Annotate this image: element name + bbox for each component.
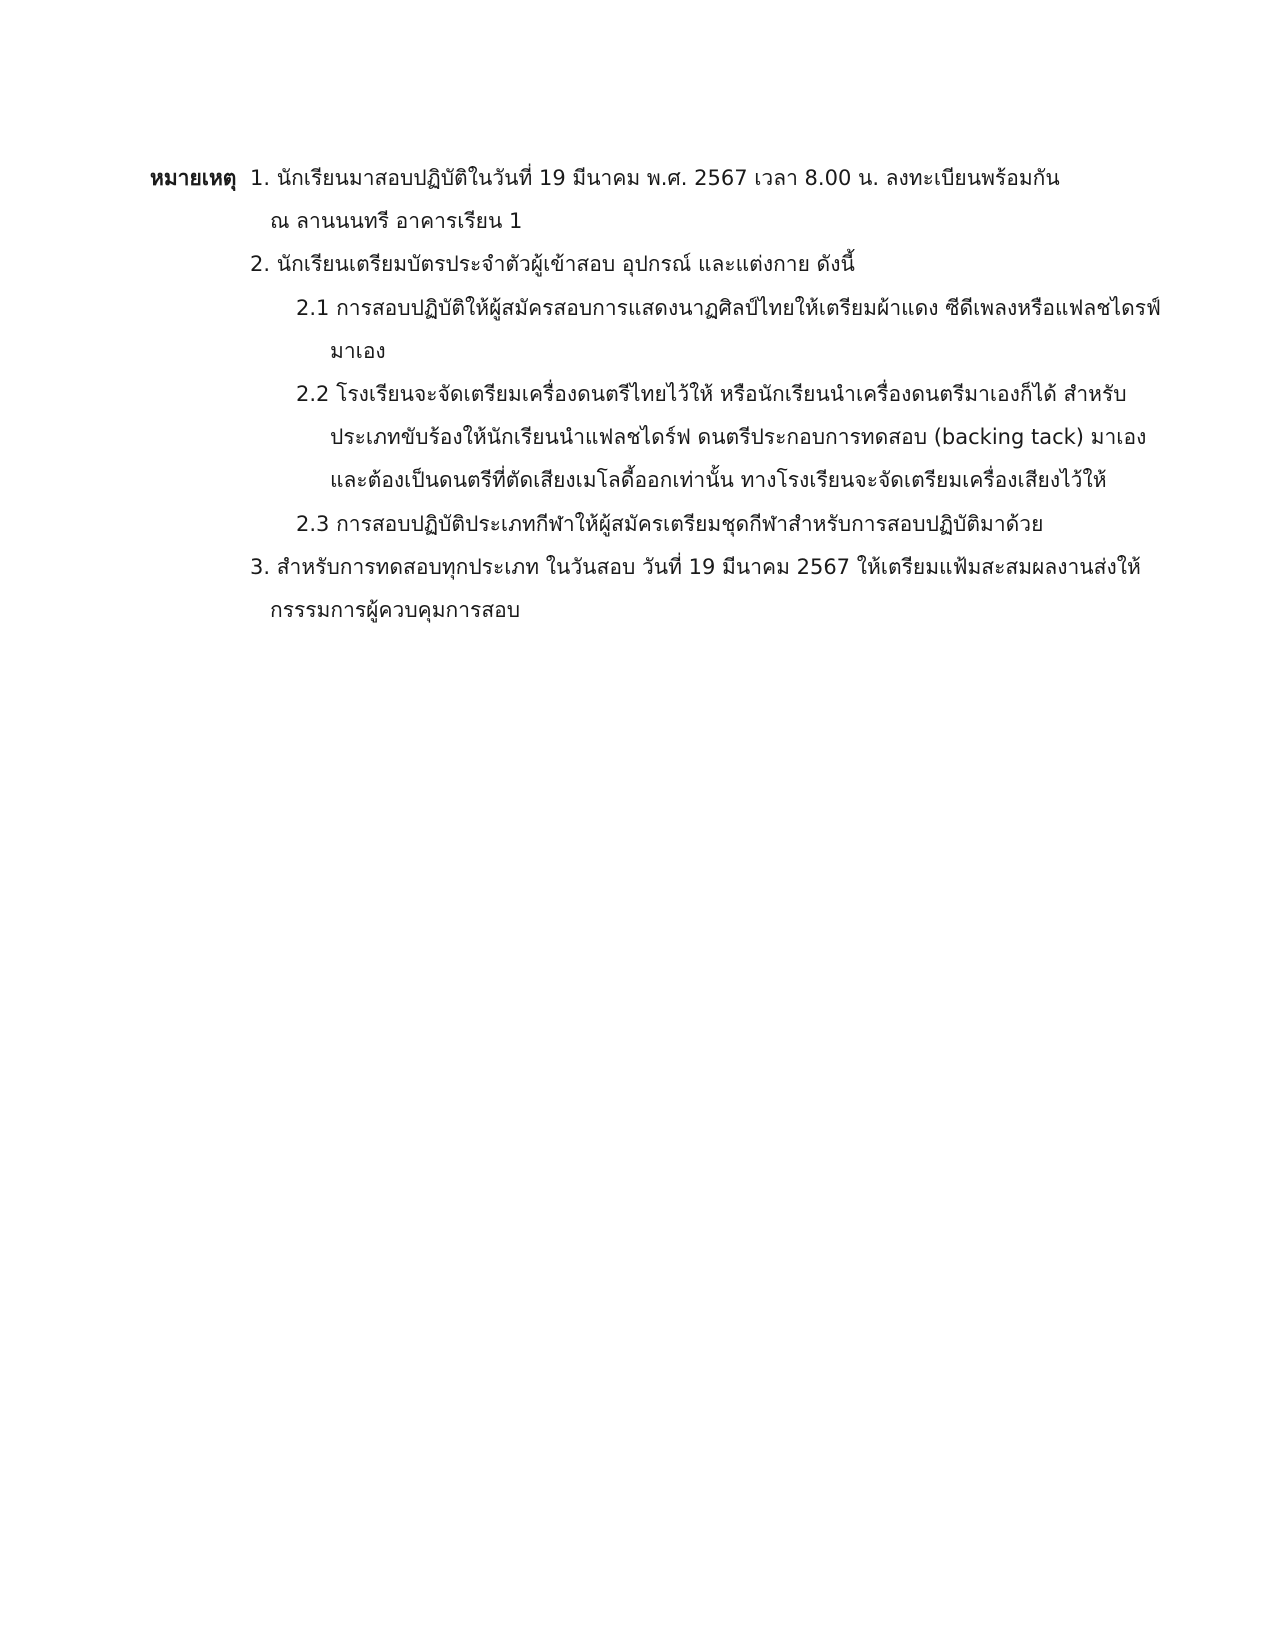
note-heading: หมายเหตุ <box>150 166 237 190</box>
note-item-3-line-2: กรรรมการผู้ควบคุมการสอบ <box>270 598 521 622</box>
note-item-1-line-1: 1. นักเรียนมาสอบปฏิบัติในวันที่ 19 มีนาคม พ.ศ. 2567 เวลา 8.00 น. ลงทะเบียนพร้อมกัน <box>250 166 1060 190</box>
note-item-2-1-line-2: มาเอง <box>330 339 386 363</box>
note-item-2-3-line-1: 2.3 การสอบปฏิบัติประเภทกีฬาให้ผู้สมัครเตรียมชุดกีฬาสำหรับการสอบปฏิบัติมาด้วย <box>296 512 1044 536</box>
note-item-2-2-line-3: และต้องเป็นดนตรีที่ตัดเสียงเมโลดี้ออกเท่านั้น ทางโรงเรียนจะจัดเตรียมเครื่องเสียงไว้ให้ <box>330 468 1107 492</box>
note-item-2-1-line-1: 2.1 การสอบปฏิบัติให้ผู้สมัครสอบการแสดงนาฏศิลป์ไทยให้เตรียมผ้าแดง ซีดีเพลงหรือแฟลชไดรฟ์ <box>296 296 1161 320</box>
note-item-3-line-1: 3. สำหรับการทดสอบทุกประเภท ในวันสอบ วันที่ 19 มีนาคม 2567 ให้เตรียมแฟ้มสะสมผลงานส่งให้ <box>250 555 1141 579</box>
note-item-2-2-line-1: 2.2 โรงเรียนจะจัดเตรียมเครื่องดนตรีไทยไว้ให้ หรือนักเรียนนำเครื่องดนตรีมาเองก็ได้ สำหรับ <box>296 382 1127 406</box>
note-item-2-2-line-2: ประเภทขับร้องให้นักเรียนนำแฟลชไดร์ฟ ดนตรีประกอบการทดสอบ (backing tack) มาเอง <box>330 425 1147 449</box>
note-item-1-line-2: ณ ลานนนทรี อาคารเรียน 1 <box>270 209 523 233</box>
note-item-2-line-1: 2. นักเรียนเตรียมบัตรประจำตัวผู้เข้าสอบ อุปกรณ์ และแต่งกาย ดังนี้ <box>250 252 855 276</box>
